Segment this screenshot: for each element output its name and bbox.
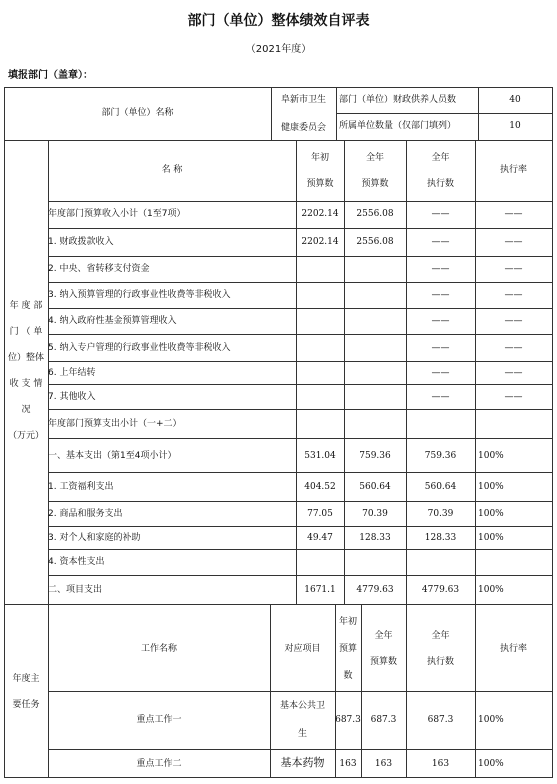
page-title: 部门（单位）整体绩效自评表 — [187, 13, 370, 29]
report-year: （2021年度） — [245, 44, 312, 55]
task-col-header-initial-1: 年初 — [338, 617, 357, 627]
task-col-header-exec-2: 执行数 — [426, 657, 454, 667]
task-col-header-full-2: 预算数 — [369, 657, 397, 667]
tasks-section-label: 年度主 要任务 — [12, 674, 40, 710]
task-col-header-rate: 执行率 — [499, 644, 527, 654]
task-col-header-initial-3: 数 — [343, 671, 353, 681]
col-header-exec-2: 执行数 — [426, 179, 454, 189]
fill-department-label: 填报部门（盖章）： — [8, 70, 93, 81]
col-header-initial-1: 年初 — [310, 153, 329, 163]
col-header-exec-1: 全年 — [431, 153, 450, 163]
dept-name-label: 部门（单位）名称 — [101, 108, 174, 118]
col-header-rate: 执行率 — [499, 165, 527, 175]
task-col-header-name: 工作名称 — [140, 644, 177, 654]
task-col-header-full-1: 全年 — [374, 631, 393, 641]
col-header-full-1: 全年 — [365, 153, 384, 163]
sub-units-value: 10 — [509, 121, 521, 131]
sub-units-label: 所属单位数量（仅部门填列） — [339, 121, 457, 131]
col-header-name: 名 称 — [161, 165, 183, 175]
staff-count-label: 部门（单位）财政供养人员数 — [339, 95, 457, 105]
dept-name-value-line2: 健康委员会 — [280, 123, 326, 133]
task-col-header-exec-1: 全年 — [431, 631, 450, 641]
col-header-full-2: 预算数 — [361, 179, 389, 189]
task-col-header-project: 对应项目 — [284, 644, 321, 654]
task-col-header-initial-2: 预算 — [338, 644, 357, 654]
staff-count-value: 40 — [509, 95, 521, 105]
budget-section-label: 年 度 部 门 （ 单 位）整体 收 支 情 况 （万元） — [7, 301, 44, 441]
dept-name-value-line1: 阜新市卫生 — [280, 95, 326, 105]
col-header-initial-2: 预算数 — [306, 179, 334, 189]
